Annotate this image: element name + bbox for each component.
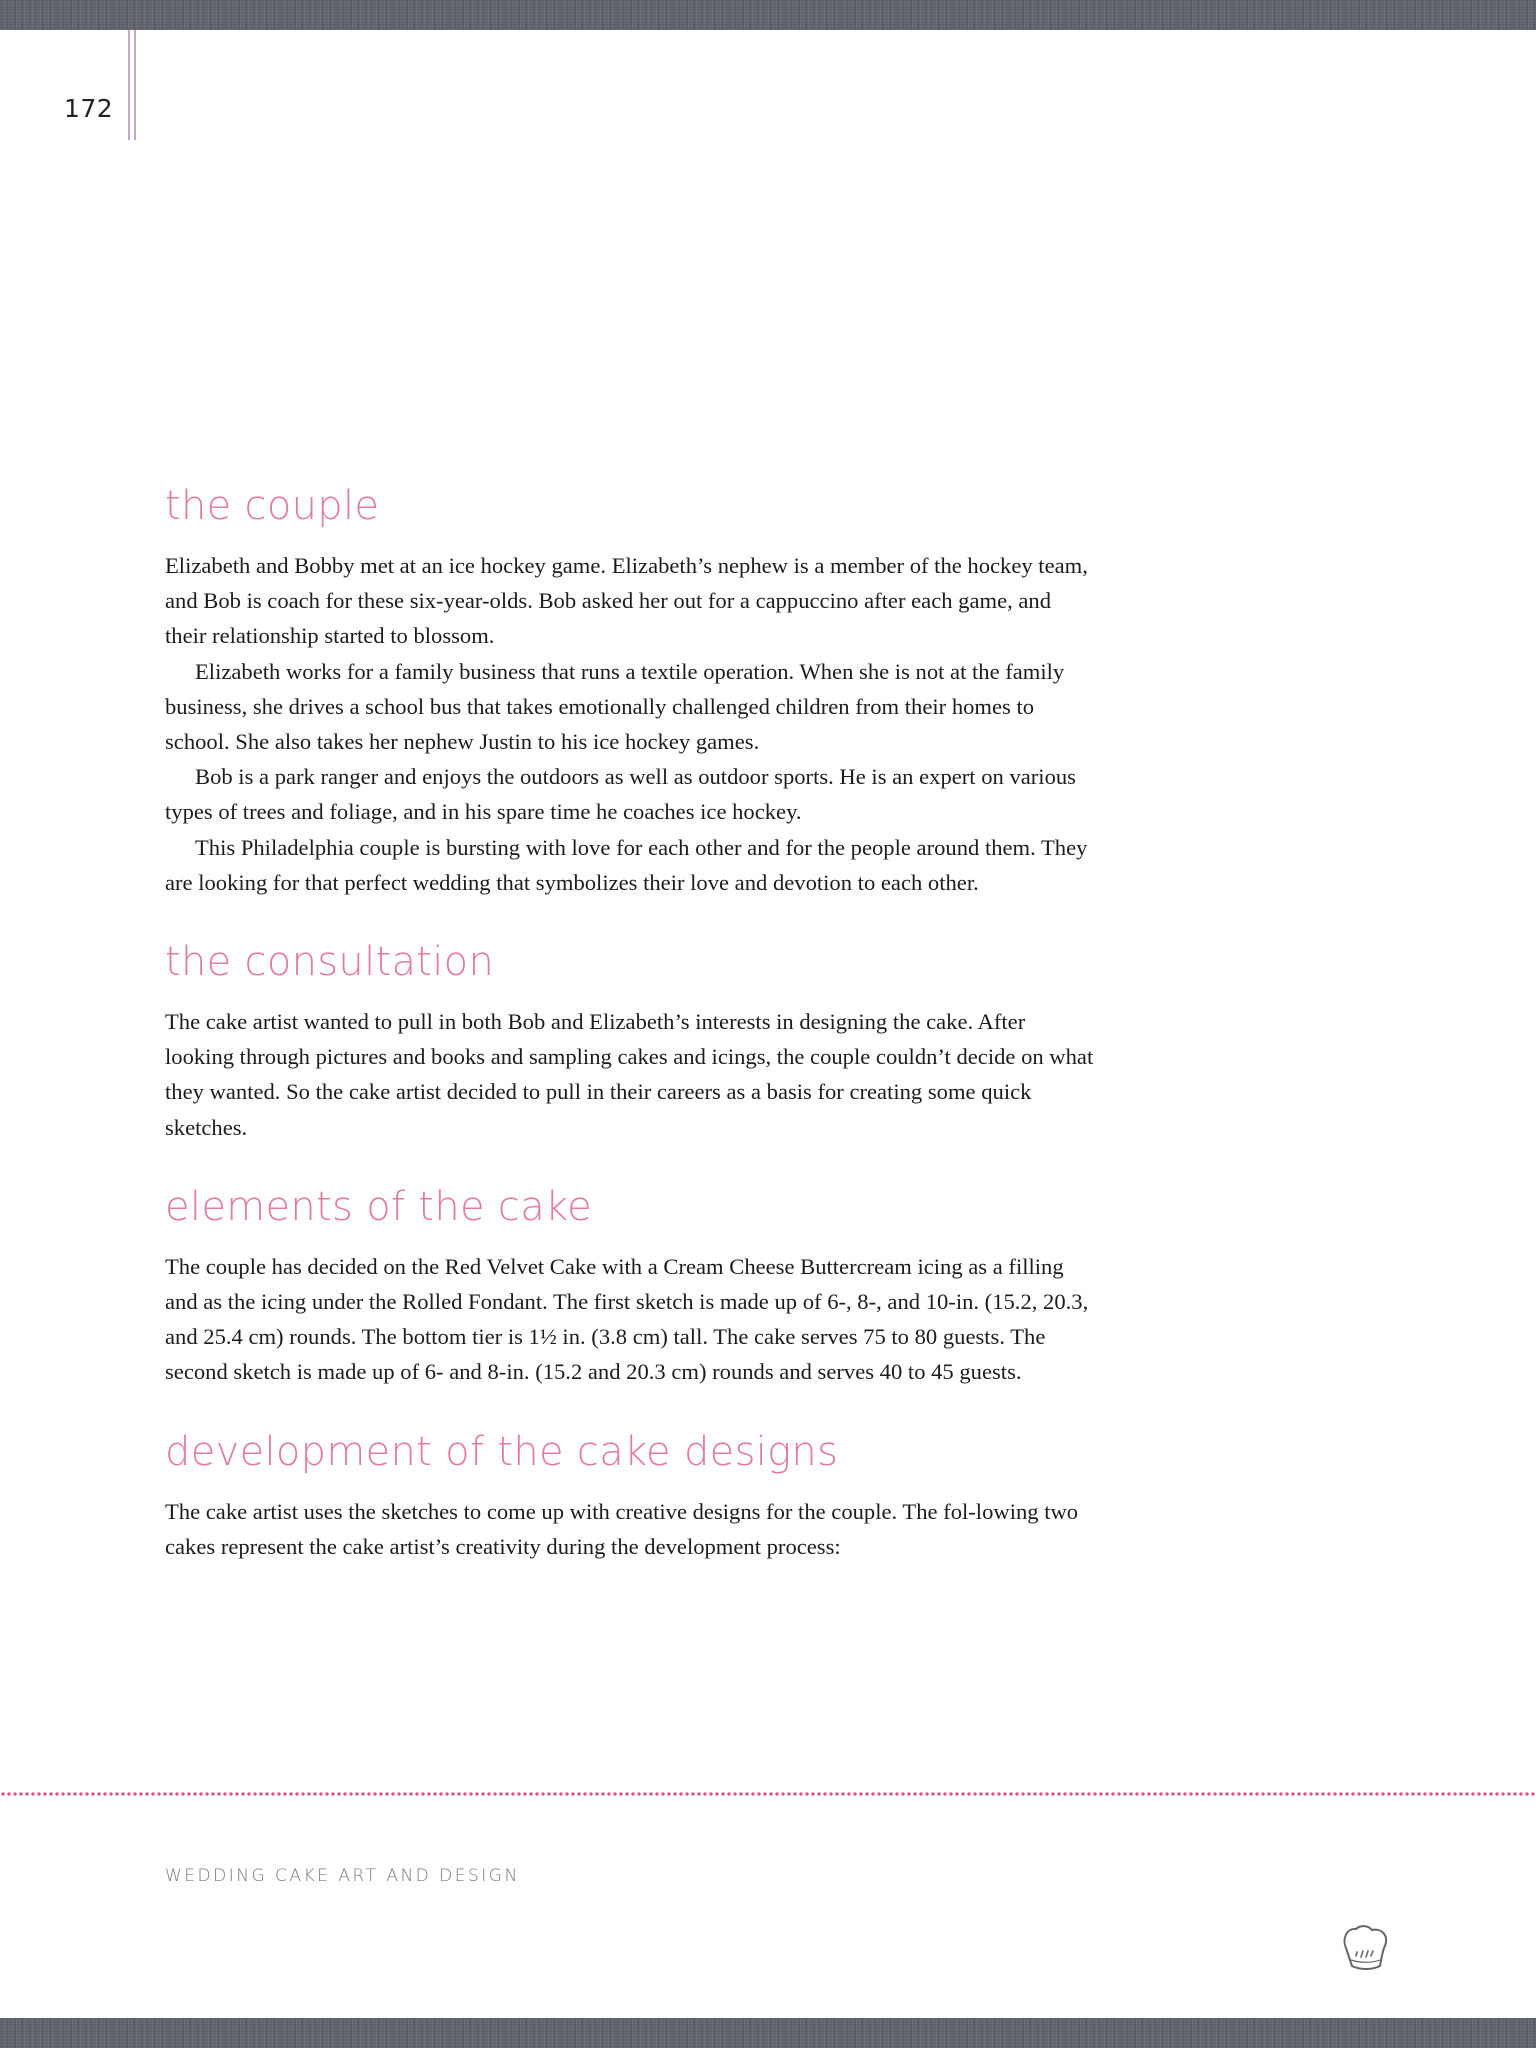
section-the-couple: [165, 482, 1095, 900]
page-content: [165, 482, 1095, 1602]
section-heading: development of the cake designs: [165, 1428, 839, 1475]
top-texture-band: [0, 0, 1536, 30]
paragraph: The couple has decided on the Red Velvet Cake with a Cream Cheese Buttercream icing as a filling and as the icing under the Rolled Fondant. The first sketch is made up of 6-, 8-, and 10-in. (15.2, 20.3, and 25.4 cm) rounds. The bottom tier is 1½ in. (3.8 cm) tall. The cake serves 75 to 80 guests. The second sketch is made up of 6- and 8-in. (15.2 and 20.3 cm) rounds and serves 40 to 45 guests.: [165, 1253, 1089, 1385]
paragraph: Elizabeth and Bobby met at an ice hockey game. Elizabeth’s nephew is a member of the hockey team, and Bob is coach for these six-year-olds. Bob asked her out for a cappuccino after each game, and their relationship started to blossom.: [165, 553, 1088, 649]
paragraph: Bob is a park ranger and enjoys the outdoors as well as outdoor sports. He is an expert on various types of trees and foliage, and in his spare time he coaches ice hockey.: [165, 764, 1076, 825]
margin-rule-right: [134, 30, 136, 140]
section-the-consultation: [165, 938, 1095, 1145]
dotted-divider: [0, 1792, 1536, 1796]
chef-hat-icon: [1338, 1920, 1394, 1976]
paragraph: This Philadelphia couple is bursting with love for each other and for the people around them. They are looking for that perfect wedding that symbolizes their love and devotion to each other.: [165, 834, 1088, 895]
section-development-of-the-cake-designs: [165, 1428, 1095, 1564]
margin-rule-left: [128, 30, 130, 140]
running-title: WEDDING CAKE ART AND DESIGN: [165, 1866, 520, 1886]
paragraph: The cake artist uses the sketches to come up with creative designs for the couple. The fol-lowing two cakes represent the cake artist’s creativity during the development process:: [165, 1498, 1079, 1559]
section-heading: elements of the cake: [165, 1183, 592, 1230]
bottom-texture-band: [0, 2018, 1536, 2048]
section-elements-of-the-cake: [165, 1183, 1095, 1390]
paragraph: Elizabeth works for a family business that runs a textile operation. When she is not at the family business, she drives a school bus that takes emotionally challenged children from their homes to school. She also takes her nephew Justin to his ice hockey games.: [165, 658, 1065, 755]
section-heading: the couple: [165, 483, 380, 529]
page-number: 172: [64, 94, 114, 123]
section-heading: the consultation: [165, 939, 495, 986]
paragraph: The cake artist wanted to pull in both Bob and Elizabeth’s interests in designing the cake. After looking through pictures and books and sampling cakes and icings, the couple couldn’t decide on what they wanted. So the cake artist decided to pull in their careers as a basis for creating some quick sketches.: [165, 1009, 1094, 1140]
